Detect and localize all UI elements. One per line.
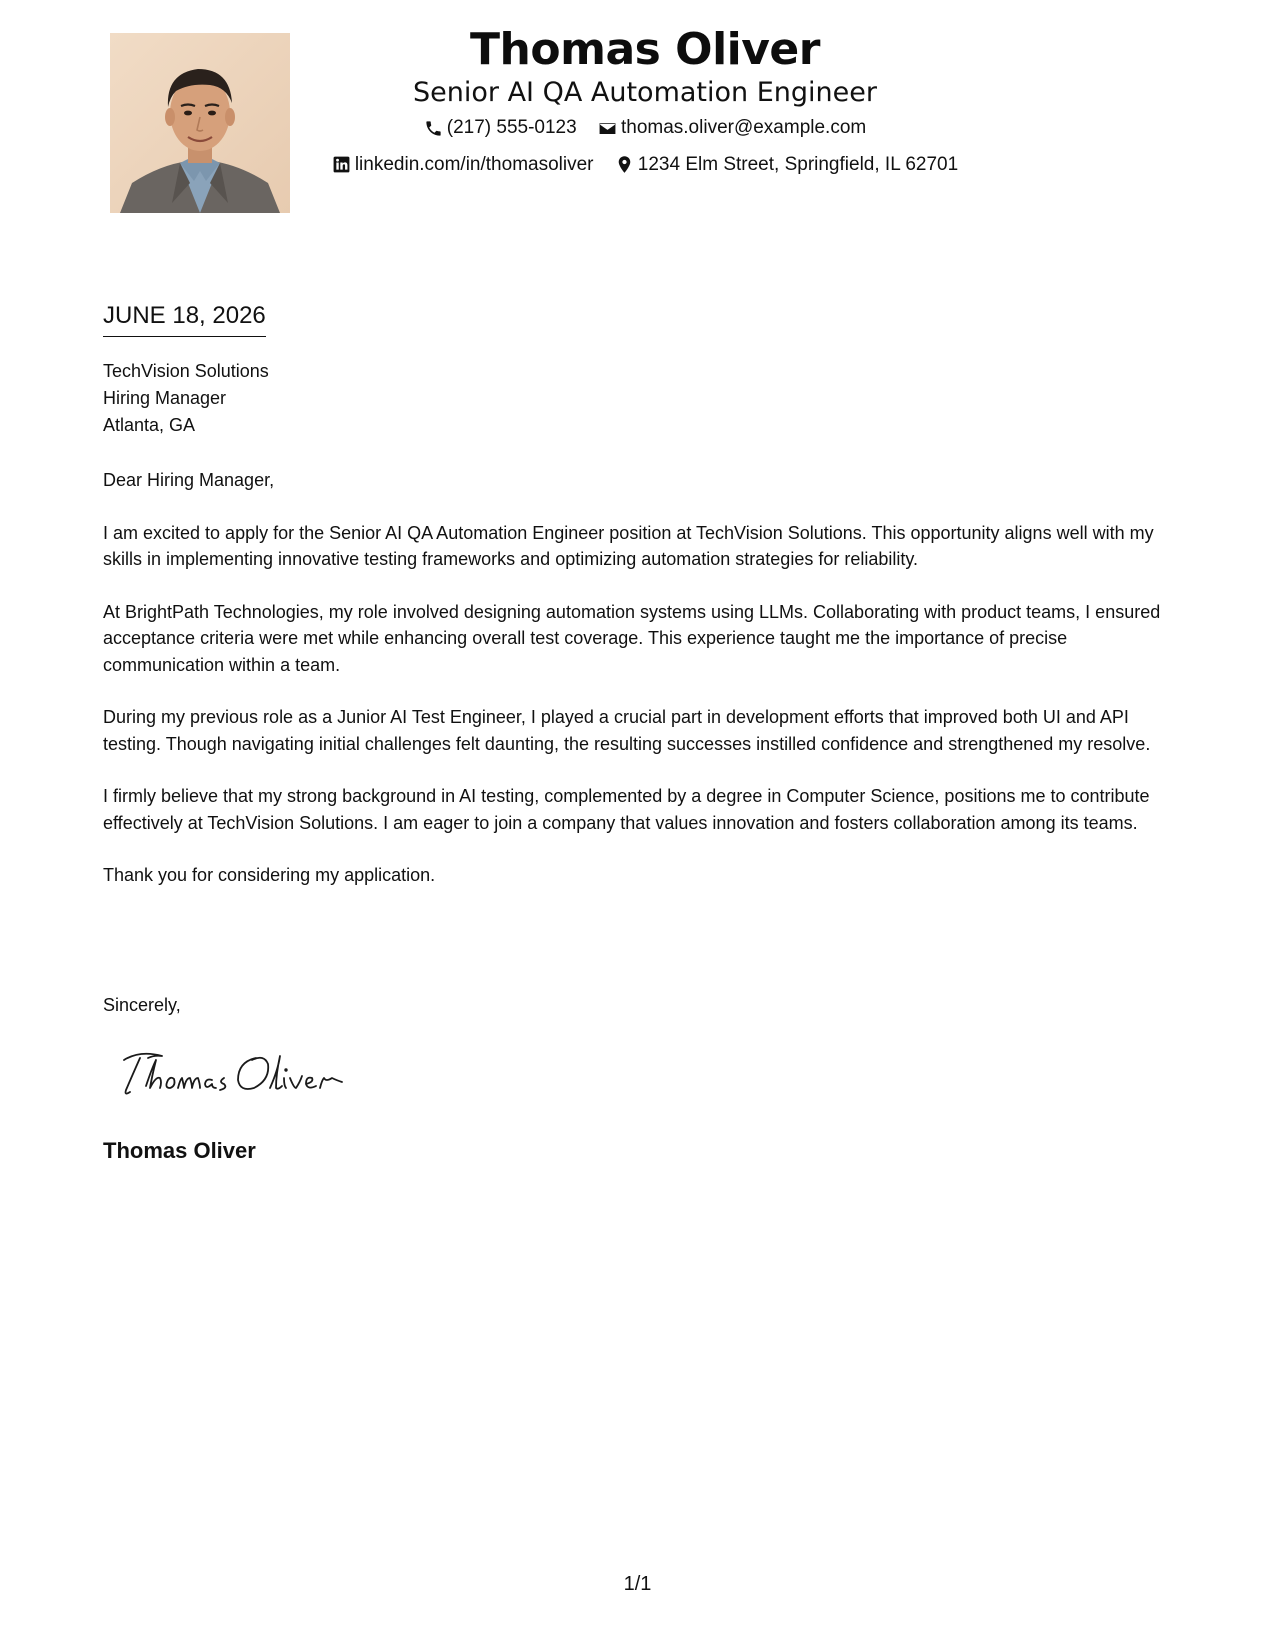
recipient-company: TechVision Solutions (103, 361, 269, 381)
recipient-location: Atlanta, GA (103, 415, 196, 435)
paragraph: At BrightPath Technologies, my role involved designing automation systems using LLMs. Collaborating with product teams, I ensured acceptance criteria were met while enhancing overall test coverage. This experience taught me the importance of precise communication within a team. (103, 601, 1161, 675)
letter-date: JUNE 18, 2026 (103, 300, 266, 337)
phone-text: (217) 555-0123 (446, 117, 577, 138)
letter-body (103, 467, 1173, 915)
handwritten-signature (118, 1046, 358, 1106)
linkedin-icon (332, 155, 351, 174)
contact-row-secondary (300, 152, 990, 183)
contact-row-primary (300, 115, 990, 146)
recipient-role: Hiring Manager (103, 388, 227, 408)
envelope-icon (598, 119, 617, 138)
header (300, 22, 990, 182)
address-contact (615, 152, 958, 178)
recipient-block (103, 358, 269, 439)
map-pin-icon (615, 155, 634, 174)
page-number: 1/1 (623, 1573, 652, 1595)
closing: Sincerely, (103, 995, 181, 1015)
salutation: Dear Hiring Manager, (103, 470, 275, 490)
job-title: Senior AI QA Automation Engineer (413, 77, 877, 108)
linkedin-contact[interactable] (332, 152, 594, 178)
paragraph: Thank you for considering my application. (103, 865, 436, 885)
phone-contact[interactable] (424, 115, 577, 141)
email-text: thomas.oliver@example.com (620, 117, 867, 138)
paragraph: I am excited to apply for the Senior AI QA Automation Engineer position at TechVision Solutions. This opportunity aligns well with my skills in implementing innovative testing frameworks and optimizing automation strategies for reliability. (103, 522, 1154, 569)
email-contact[interactable] (598, 115, 866, 141)
paragraph: During my previous role as a Junior AI Test Engineer, I played a crucial part in development efforts that improved both UI and API testing. Though navigating initial challenges felt daunting, the resulting successes instilled confidence and strengthened my resolve. (103, 707, 1151, 754)
paragraph: I firmly believe that my strong background in AI testing, complemented by a degree in Computer Science, positions me to contribute effectively at TechVision Solutions. I am eager to join a company that values innovation and fosters collaboration among its teams. (103, 786, 1150, 833)
signed-name: Thomas Oliver (103, 1138, 256, 1163)
address-text: 1234 Elm Street, Springfield, IL 62701 (637, 153, 959, 175)
phone-icon (424, 119, 443, 138)
linkedin-text: linkedin.com/in/thomasoliver (354, 153, 594, 175)
candidate-name: Thomas Oliver (470, 24, 820, 75)
profile-photo (110, 33, 290, 213)
